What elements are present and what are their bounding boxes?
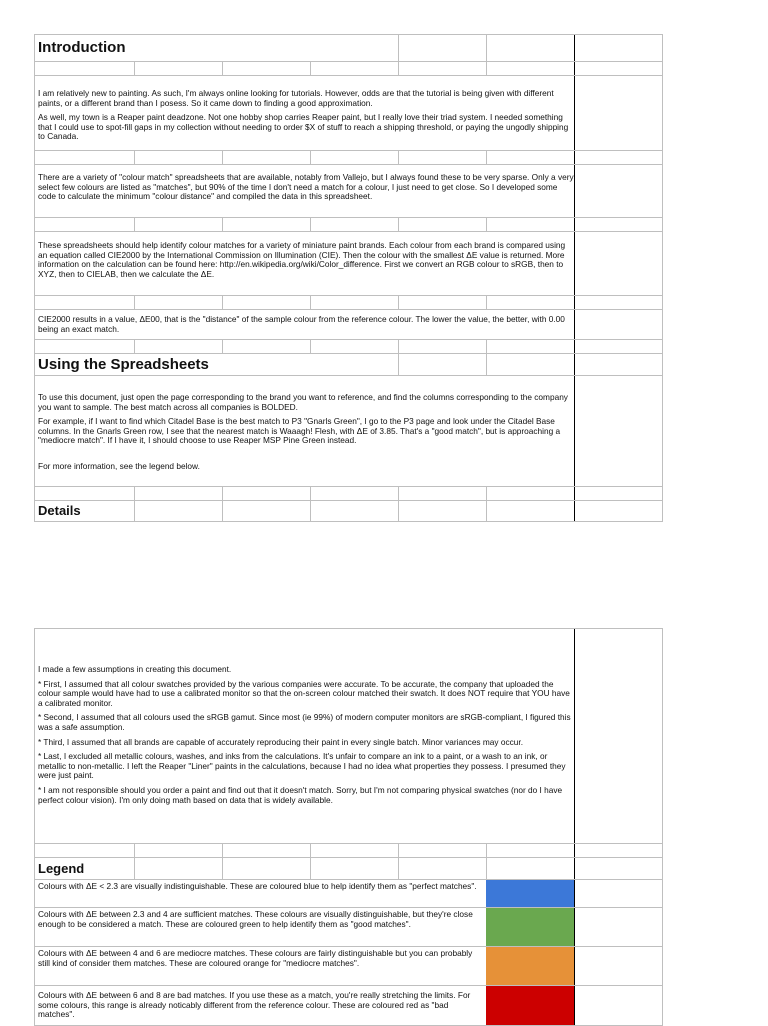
legend-heading-row: [35, 858, 663, 880]
empty-row: [35, 151, 663, 165]
empty-row: [35, 487, 663, 501]
text-cell: [35, 76, 663, 151]
legend-swatch-orange: [486, 947, 574, 985]
using-paragraph-1: To use this document, just open the page corresponding to the brand you want to reference, and find the columns corresponding to the company you want to sample. The best match across all companies is BOLDED.: [38, 392, 568, 412]
spreadsheet-page-2: [34, 628, 663, 1026]
text-cell: [35, 376, 663, 487]
details-paragraph-5: * Last, I excluded all metallic colours, washes, and inks from the calculations. It's unfair to compare an ink to a paint, or a wash to an ink, or metallic to non-metallic. I left the Reaper "Liner" paints in the calculations, because I had no idea what properties they possess. I presumed they were just paint.: [38, 751, 566, 781]
using-heading-row: [35, 354, 663, 376]
empty-row: [35, 296, 663, 310]
intro-heading-row: [35, 35, 663, 62]
details-paragraph-4: * Third, I assumed that all brands are capable of accurately reproducing their paint in every single batch. Minor variances may occur.: [38, 736, 524, 747]
intro-title: Introduction: [38, 39, 126, 56]
details-heading-row: [35, 501, 663, 522]
legend-swatch-green: [486, 908, 574, 946]
using-paragraph-3: For more information, see the legend below.: [38, 460, 200, 471]
legend-text: Colours with ΔE < 2.3 are visually indistinguishable. These are coloured blue to help identify them as "perfect matches".: [38, 881, 477, 891]
using-title: Using the Spreadsheets: [38, 356, 209, 373]
details-paragraph-6: * I am not responsible should you order a paint and find out that it doesn't match. Sorry, but I'm not comparing physical swatches (nor do I have perfect colour vision). I'm only doing math based on data that is widely available.: [38, 784, 563, 805]
text-cell: [35, 232, 663, 296]
text-cell: [35, 310, 663, 340]
legend-row: [35, 986, 663, 1026]
legend-text: Colours with ΔE between 6 and 8 are bad matches. If you use these as a match, you're really stretching the limits. For some colours, this range is already noticably different from the reference colour. These are coloured red as "bad matches".: [38, 990, 471, 1020]
text-cell: [35, 629, 663, 844]
text-cell: [35, 165, 663, 218]
legend-row: [35, 908, 663, 947]
details-paragraph-2: * First, I assumed that all colour swatches provided by the various companies were accurate. To be accurate, the company that uploaded the colour sample would have had to use a calibrated monitor so that the on-screen colour matched their swatch. It does NOT require that YOU have a calibrated monitor.: [38, 678, 570, 708]
legend-row: [35, 947, 663, 986]
details-paragraph-1: I made a few assumptions in creating this document.: [38, 664, 232, 674]
legend-row: [35, 880, 663, 908]
intro-paragraph-4: These spreadsheets should help identify colour matches for a variety of miniature paint brands. Each colour from each brand is compared using an equation called CIE2000 by the International Commission on Illumination (CIE). Then the colour with the smallest ΔE value is returned. More information on the calculation can be found here: http://en.wikipedia.org/wiki/Color_difference. First we convert an RGB colour to sRGB, then to XYZ, then to CIELAB, then we calculate the ΔE.: [38, 240, 566, 279]
empty-row: [35, 844, 663, 858]
legend-text: Colours with ΔE between 4 and 6 are mediocre matches. These colours are fairly distinguishable but you can probably still kind of consider them matches. These are coloured orange for "mediocre matches".: [38, 948, 473, 968]
intro-paragraph-1: I am relatively new to painting. As such, I'm always online looking for tutorials. However, odds are that the tutorial is being given with different paints, or a different brand than I posess. So it came down to finding a good approximation.: [38, 88, 554, 108]
legend-text: Colours with ΔE between 2.3 and 4 are sufficient matches. These colours are visually distinguishable, but they're close enough to be considered a match. These are coloured green to help identify them as "good matches".: [38, 909, 473, 929]
empty-row: [35, 340, 663, 354]
intro-paragraph-2: As well, my town is a Reaper paint deadzone. Not one hobby shop carries Reaper paint, but I really love their triad system. I needed something that I could use to spot-fill gaps in my collection without needing to order $X of stuff to reach a shipping threshold, or paying the ungodly shipping to Canada.: [38, 112, 569, 142]
intro-paragraph-3: There are a variety of "colour match" spreadsheets that are available, notably from Vallejo, but I always found these to be very sparse. Only a very select few colours are listed as "matches", but 90% of the time I don't need a match for a colour, I just need to get close. So I developed some code to calculate the minimum "colour distance" and compiled the data in this spreadsheet.: [38, 172, 574, 202]
empty-row: [35, 62, 663, 76]
spreadsheet-page-1: [34, 34, 663, 522]
legend-swatch-red: [486, 986, 574, 1025]
legend-swatch-blue: [486, 880, 574, 907]
legend-title: Legend: [38, 861, 85, 876]
using-paragraph-2: For example, if I want to find which Citadel Base is the best match to P3 "Gnarls Green", I go to the P3 page and look under the Citadel Base columns. In the Gnarls Green row, I see that the nearest match is Waaagh! Flesh, with ΔE of 3.85. That's a "good match", but is approaching a "mediocre match". If I have it, I should choose to use Reaper MSP Pine Green instead.: [38, 416, 561, 446]
intro-paragraph-5: CIE2000 results in a value, ΔE00, that is the "distance" of the sample colour from the reference colour. The lower the value, the better, with 0.00 being an exact match.: [38, 314, 565, 334]
empty-row: [35, 218, 663, 232]
details-title: Details: [38, 503, 81, 518]
details-paragraph-3: * Second, I assumed that all colours used the sRGB gamut. Since most (ie 99%) of modern computer monitors are sRGB-compliant, I figured this was a safe assumption.: [38, 712, 571, 732]
